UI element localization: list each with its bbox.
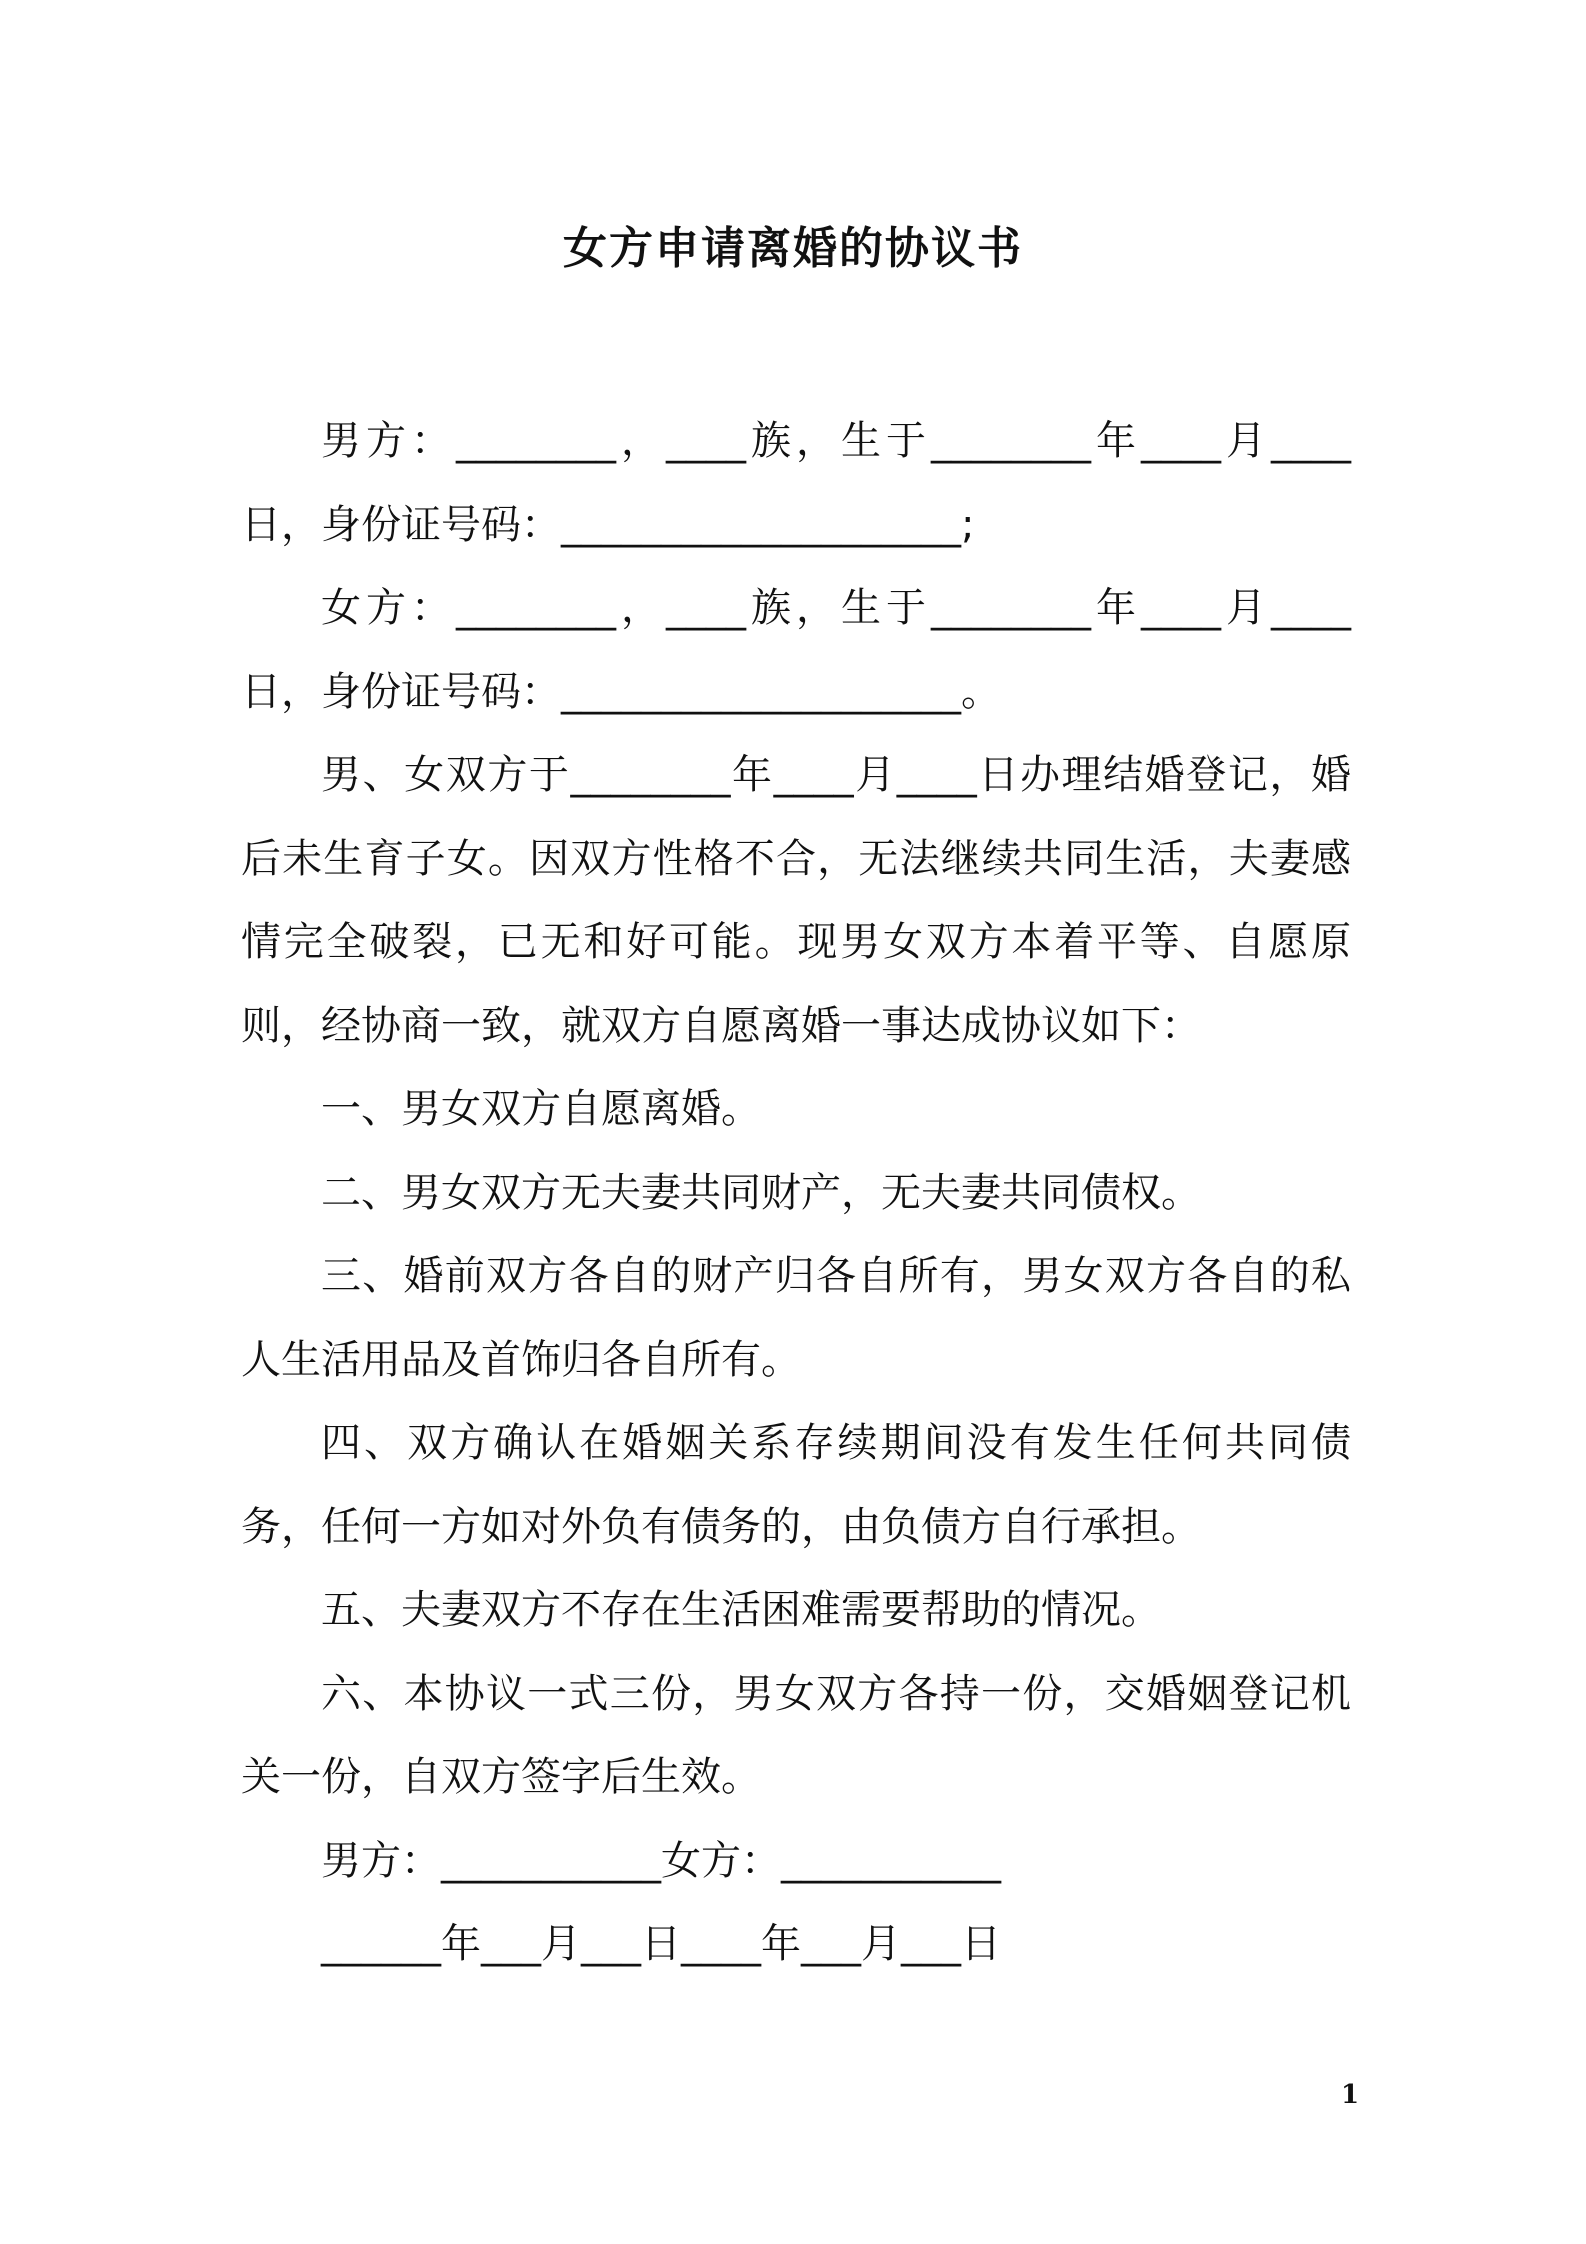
date-line: ______年___月___日____年___月___日	[321, 1921, 1001, 1967]
document-body	[241, 400, 1351, 1987]
clause-6: 六、本协议一式三份，男女双方各持一份，交婚姻登记机关一份，自双方签字后生效。	[241, 1670, 1351, 1800]
paragraph-marriage-background: 男、女双方于________年____月____日办理结婚登记，婚后未生育子女。因双方性格不合，无法继续共同生活，夫妻感情完全破裂，已无和好可能。现男女双方本着平等、自愿原则，经协商一致，就双方自愿离婚一事达成协议如下：	[241, 752, 1351, 1049]
clause-1: 一、男女双方自愿离婚。	[321, 1086, 761, 1132]
paragraph-male-party-info: 男方：________，____族，生于________年____月____日，身份证号码：____________________;	[241, 418, 1351, 548]
clause-2: 二、男女双方无夫妻共同财产，无夫妻共同债权。	[321, 1169, 1201, 1216]
clause-3: 三、婚前双方各自的财产归各自所有，男女双方各自的私人生活用品及首饰归各自所有。	[241, 1253, 1351, 1383]
clause-4: 四、双方确认在婚姻关系存续期间没有发生任何共同债务，任何一方如对外负有债务的，由负债方自行承担。	[241, 1420, 1351, 1550]
paragraph-female-party-info: 女方：________，____族，生于________年____月____日，身份证号码：____________________。	[241, 585, 1351, 715]
signature-line: 男方：___________女方：___________	[321, 1837, 1001, 1884]
page-number: 1	[1340, 2080, 1360, 2110]
document-title: 女方申请离婚的协议书	[563, 223, 1023, 274]
clause-5: 五、夫妻双方不存在生活困难需要帮助的情况。	[321, 1587, 1161, 1633]
